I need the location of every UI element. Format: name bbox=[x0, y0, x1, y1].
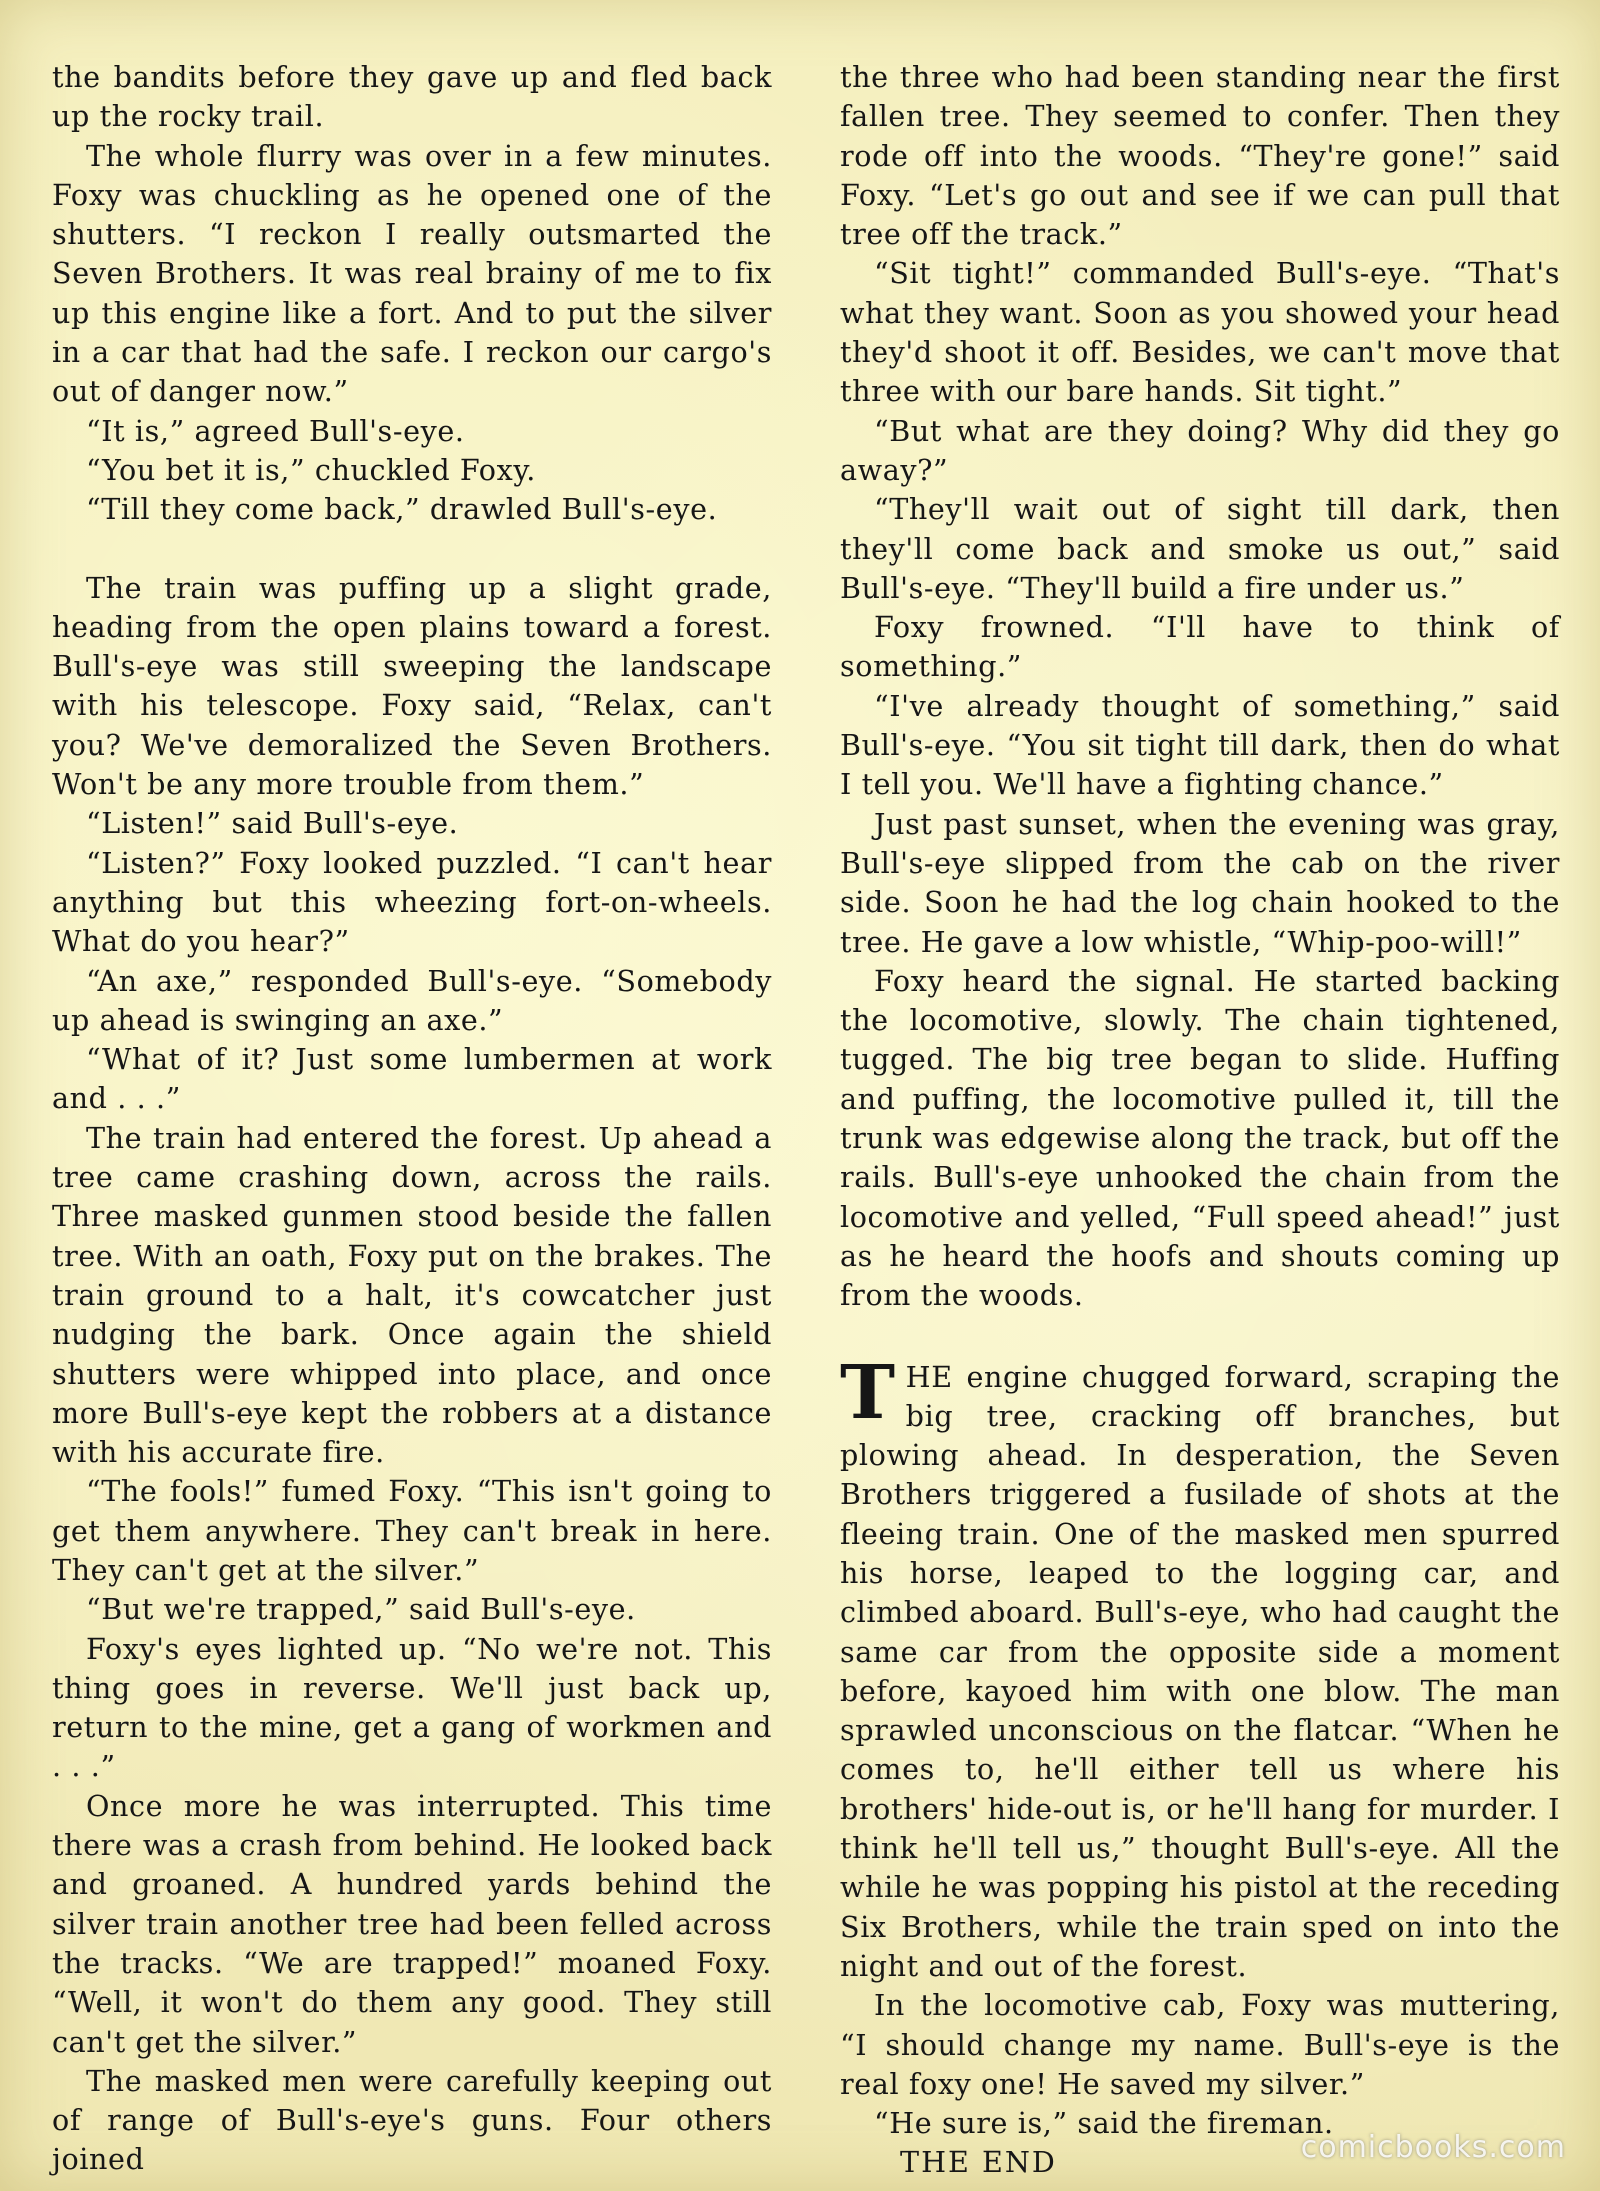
paragraph: “I've already thought of something,” said Bull's-eye. “You sit tight till dark, then do what I tell you. We'll have a fighting chance.” bbox=[840, 688, 1560, 802]
section-break bbox=[52, 530, 772, 569]
right-text-column bbox=[840, 58, 1560, 2183]
paragraph: the three who had been standing near the first fallen tree. They seemed to confer. Then they rode off into the woods. “They're gone!” said Foxy. “Let's go out and see if we can pull that tree off the track.” bbox=[840, 60, 1560, 252]
paragraph: The whole flurry was over in a few minutes. Foxy was chuckling as he opened one of the shutters. “I reckon I really outsmarted the Seven Brothers. It was real brainy of me to fix up this engine like a fort. And to put the silver in a car that had the safe. I reckon our cargo's out of danger now.” bbox=[52, 138, 772, 409]
paragraph: The train was puffing up a slight grade, heading from the open plains toward a forest. Bull's-eye was still sweeping the landscape with his telescope. Foxy said, “Relax, can't you? We've demoralized the Seven Brothers. Won't be any more trouble from them.” bbox=[52, 570, 772, 802]
paragraph: “The fools!” fumed Foxy. “This isn't going to get them anywhere. They can't break in here. They can't get at the silver.” bbox=[52, 1474, 772, 1587]
paragraph: The masked men were carefully keeping out of range of Bull's-eye's guns. Four others joined bbox=[52, 2063, 772, 2177]
section-break bbox=[840, 1316, 1560, 1358]
the-end-label: THE END bbox=[900, 2145, 1057, 2180]
paragraph: “An axe,” responded Bull's-eye. “Somebody up ahead is swinging an axe.” bbox=[52, 963, 772, 1037]
left-text-column bbox=[52, 58, 772, 2180]
paragraph: “Till they come back,” drawled Bull's-eye. bbox=[86, 492, 718, 527]
paragraph: In the locomotive cab, Foxy was muttering, “I should change my name. Bull's-eye is the real foxy one! He saved my silver.” bbox=[840, 1988, 1560, 2101]
paragraph: “But what are they doing? Why did they go away?” bbox=[840, 413, 1560, 487]
paragraph: “It is,” agreed Bull's-eye. bbox=[86, 413, 465, 448]
paragraph: “Listen!” said Bull's-eye. bbox=[86, 806, 459, 841]
paragraph: Just past sunset, when the evening was gray, Bull's-eye slipped from the cab on the river side. Soon he had the log chain hooked to the tree. He gave a low whistle, “Whip-poo-will!” bbox=[840, 806, 1560, 959]
dropcap-paragraph bbox=[840, 1349, 1560, 1987]
paragraph: The train had entered the forest. Up ahead a tree came crashing down, across the rails. Three masked gunmen stood beside the fallen tree. With an oath, Foxy put on the brakes. The train ground to a halt, it's cowcatcher just nudging the bark. Once again the shield shutters were whipped into place, and once more Bull's-eye kept the robbers at a distance with his accurate fire. bbox=[52, 1120, 772, 1470]
paragraph: “They'll wait out of sight till dark, then they'll come back and smoke us out,” said Bull's-eye. “They'll build a fire under us.” bbox=[840, 492, 1560, 605]
paragraph-text: HE engine chugged forward, scraping the big tree, cracking off branches, but plowing ahead. In desperation, the Seven Brothers triggered a fusilade of shots at the fleeing train. One of the masked men spurred his horse, leaped to the logging car, and climbed aboard. Bull's-eye, who had caught the same car from the opposite side a moment before, kayoed him with one blow. The man sprawled unconscious on the flatcar. “When he comes to, he'll either tell us where his brothers' hide-out is, or he'll hang for murder. I think he'll tell us,” thought Bull's-eye. All the while he was popping his pistol at the receding Six Brothers, while the train sped on into the night and out of the forest. bbox=[840, 1359, 1560, 1983]
paragraph: “What of it? Just some lumbermen at work and . . .” bbox=[52, 1042, 772, 1116]
paragraph: the bandits before they gave up and fled back up the rocky trail. bbox=[52, 60, 772, 134]
paragraph: “He sure is,” said the fireman. bbox=[874, 2106, 1334, 2141]
paragraph: Foxy heard the signal. He started backing the locomotive, slowly. The chain tightened, tugged. The big tree began to slide. Huffing and puffing, the locomotive pulled it, till the trunk was edgewise along the track, but off the rails. Bull's-eye unhooked the chain from the locomotive and yelled, “Full speed ahead!” just as he heard the hoofs and shouts coming up from the woods. bbox=[840, 963, 1560, 1313]
paragraph: Foxy frowned. “I'll have to think of something.” bbox=[840, 610, 1560, 684]
drop-cap-letter: T bbox=[840, 1349, 896, 1436]
paragraph: “But we're trapped,” said Bull's-eye. bbox=[86, 1592, 636, 1627]
paragraph: Once more he was interrupted. This time there was a crash from behind. He looked back and groaned. A hundred yards behind the silver train another tree had been felled across the tracks. “We are trapped!” moaned Foxy. “Well, it won't do them any good. They still can't get the silver.” bbox=[52, 1788, 772, 2059]
paragraph: “You bet it is,” chuckled Foxy. bbox=[86, 452, 536, 487]
site-watermark: comicbooks.com bbox=[1300, 2130, 1566, 2165]
paragraph: “Listen?” Foxy looked puzzled. “I can't hear anything but this wheezing fort-on-wheels. What do you hear?” bbox=[52, 845, 772, 959]
paragraph: Foxy's eyes lighted up. “No we're not. This thing goes in reverse. We'll just back up, return to the mine, get a gang of workmen and . . .” bbox=[52, 1631, 772, 1784]
paragraph: “Sit tight!” commanded Bull's-eye. “That's what they want. Soon as you showed your head they'd shoot it off. Besides, we can't move that three with our bare hands. Sit tight.” bbox=[840, 256, 1560, 409]
